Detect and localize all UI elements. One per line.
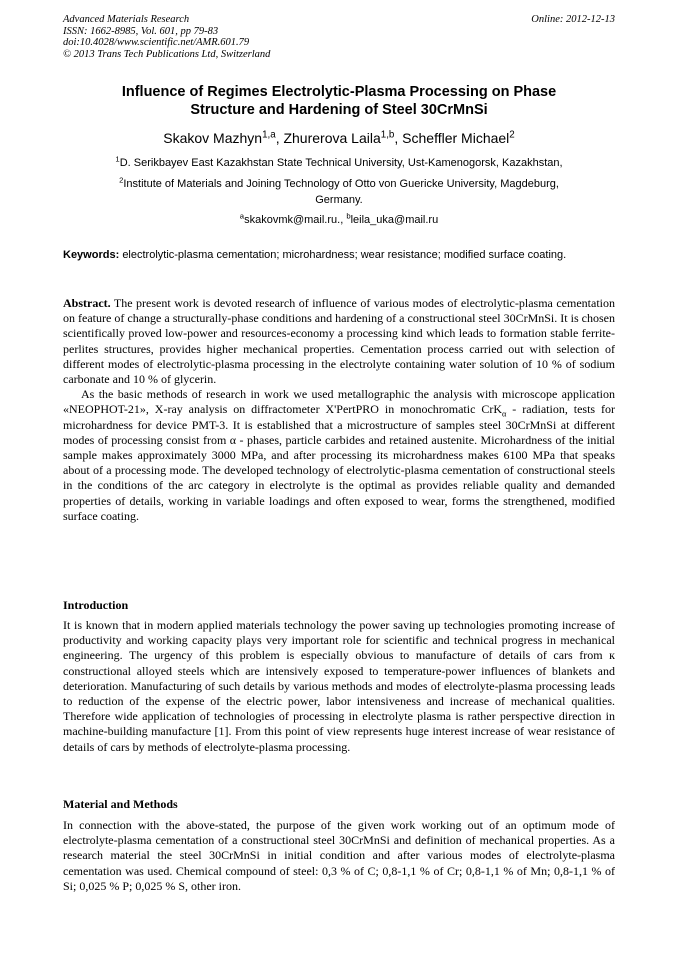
copyright-line: © 2013 Trans Tech Publications Ltd, Switzerland: [63, 48, 271, 60]
author-3: Scheffler Michael: [402, 130, 510, 146]
author-3-mark: 2: [509, 129, 515, 141]
keywords-label: Keywords:: [63, 249, 120, 261]
author-1-mark: 1,a: [262, 129, 276, 141]
introduction-heading: Introduction: [63, 598, 129, 612]
methods-text: In connection with the above-stated, the purpose of the given work working out of an optimum mode of electrolyte-plasma cementation of a constructional steel 30CrMnSi and definition of mechanical properties. As a research material the steel 30CrMnSi in initial condition and after various modes of electrolyte-plasma cementation was used. Chemical compound of steel: 0,3 % of C; 0,8-1,1 % of Cr; 0,8-1,1 % of Mn; 0,8-1,1 % of Si; 0,025 % P; 0,025 % S, other iron.: [63, 818, 615, 893]
affiliation-2-text: Institute of Materials and Joining Technology of Otto von Guericke University, Magdeburg,: [123, 178, 559, 190]
issn-line: ISSN: 1662-8985, Vol. 601, pp 79-83: [63, 25, 219, 37]
title-line-2: Structure and Hardening of Steel 30CrMnSi: [190, 102, 488, 118]
doi-line: doi:10.4028/www.scientific.net/AMR.601.79: [63, 37, 250, 48]
abstract-paragraph-1: [63, 296, 615, 387]
author-separator: ,: [275, 130, 284, 146]
email-b[interactable]: leila_uka@mail.ru: [350, 214, 439, 226]
keywords-text: electrolytic-plasma cementation; microhardness; wear resistance; modified surface coating.: [122, 249, 567, 261]
affiliation-2-country: Germany.: [315, 194, 363, 206]
journal-name: Advanced Materials Research: [63, 14, 190, 25]
author-1: Skakov Mazhyn: [163, 130, 263, 146]
affiliation-1-mark: 1: [115, 154, 120, 164]
email-a-mark: a: [239, 211, 245, 221]
online-date: Online: 2012-12-13: [531, 14, 615, 25]
abstract: [63, 296, 615, 524]
email-b-mark: b: [346, 211, 351, 221]
affiliation-2: [63, 176, 615, 208]
abstract-text-1: The present work is devoted research of influence of various modes of electrolytic-plasma cementation on feature of change a structurally-phase conditions and hardening of a constructional steel 30CrMnSi. It is chosen scientifically proved low-power and resources-economy a processing kind which leads to formation stable ferrite-perlites structures, provides higher mechanical properties. Cementation process carried out with selection of different modes of electrolytic-plasma processing in the electrolyte containing water solution of 10 % of sodium carbonate and 10 % of glycerin.: [63, 296, 615, 387]
abstract-text-2a: As the basic methods of research in work we used metallographic the analysis with microscope application «NEOPHOT-21», X-ray analysis on diffractometer X'PertPRO in monochromatic CrK: [63, 387, 615, 417]
paper-title: [63, 83, 615, 119]
email-line: [63, 212, 615, 228]
author-2: Zhurerova Laila: [283, 130, 381, 146]
methods-heading: Material and Methods: [63, 797, 178, 811]
title-line-1: Influence of Regimes Electrolytic-Plasma Processing on Phase: [121, 84, 557, 100]
affiliation-1-text: D. Serikbayev East Kazakhstan State Technical University, Ust-Kamenogorsk, Kazakhstan,: [119, 157, 563, 169]
affiliation-2-mark: 2: [119, 175, 124, 185]
abstract-text-2b: - radiation, tests for microhardness for device PMT-3. It is established that a microstructure of samples steel 30CrMnSi at different modes of processing consist from α - phases, particle carbides and retained austenite. Microhardness of the initial sample makes approximately 3000 MPa, and after processing its microhardness makes 6100 MPa that speaks about of a processing mode. The developed technology of electrolytic-plasma cementation of constructional steels in the conditions of the arc category in electrolyte is the optimal as provides reliable quality and demanded properties of details, working in variable loadings and often exposed to wear, forms the strengthened, modified surface coating.: [63, 402, 615, 523]
affiliation-1: [63, 155, 615, 171]
author-separator: ,: [394, 130, 403, 146]
author-2-mark: 1,b: [380, 129, 395, 141]
journal-header: [63, 14, 615, 60]
k-alpha-subscript: α: [502, 409, 507, 419]
introduction-text: It is known that in modern applied materials technology the power saving up technologies promoting increase of productivity and working capacity plays very important role for scientific and technical progress in mechanical engineering. The urgency of this problem is especially obvious to manufacture of details of cars from к constructional alloyed steels which are intensively exposed to temperature-power influences of blankets and deterioration. Manufacturing of such details by various methods and modes of electrolyte-plasma processing leads to reduction of the expense of the electric power, labor intensiveness and increase of mechanical qualities. Therefore wide application of technologies of processing in electrolyte plasma is rather perspective direction in machine-building manufacture [1]. From this point of view represents huge interest increase of wear resistance of details of cars by methods of electrolyte-plasma processing.: [63, 618, 615, 754]
email-a[interactable]: skakovmk@mail.ru.,: [244, 214, 344, 226]
abstract-label: Abstract.: [63, 296, 111, 310]
keywords: [63, 248, 615, 262]
author-list: [63, 129, 615, 147]
abstract-paragraph-2: [63, 387, 615, 524]
